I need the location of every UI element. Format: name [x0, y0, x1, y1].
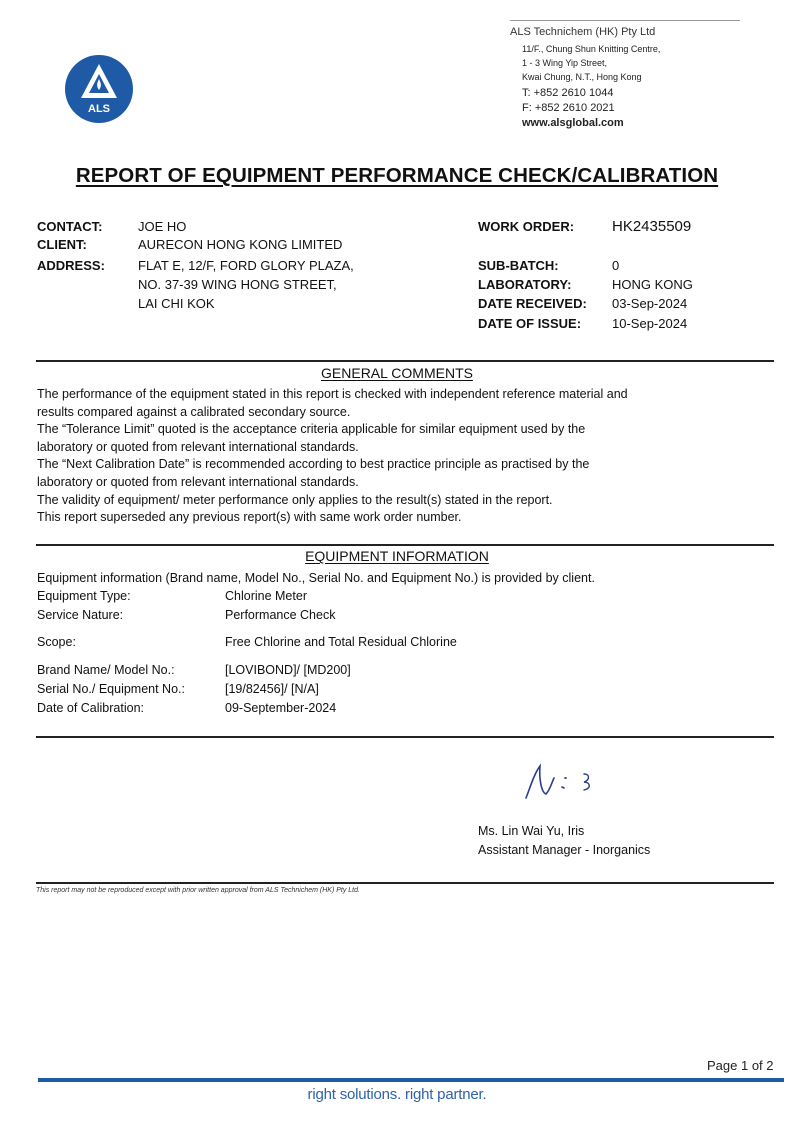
address-line: NO. 37-39 WING HONG STREET,	[138, 277, 337, 292]
serial-equipment-label: Serial No./ Equipment No.:	[37, 682, 185, 696]
sub-batch-value: 0	[612, 258, 620, 273]
general-comments-heading: GENERAL COMMENTS	[321, 365, 473, 381]
comment-line: The validity of equipment/ meter performance only applies to the result(s) stated in the report.	[37, 492, 553, 507]
company-name: ALS Technichem (HK) Pty Ltd	[510, 26, 656, 38]
contact-label: CONTACT:	[37, 219, 103, 234]
equipment-type-value: Chlorine Meter	[225, 589, 307, 603]
calibration-date-value: 09-September-2024	[225, 701, 337, 715]
date-received-label: DATE RECEIVED:	[478, 296, 587, 311]
page-number: Page 1 of 2	[707, 1058, 774, 1073]
company-fax: F: +852 2610 2021	[522, 102, 615, 114]
report-title: REPORT OF EQUIPMENT PERFORMANCE CHECK/CALIBRATION	[75, 164, 719, 187]
work-order-label: WORK ORDER:	[478, 219, 575, 234]
date-of-issue-label: DATE OF ISSUE:	[478, 316, 582, 331]
tagline: right solutions. right partner.	[307, 1086, 487, 1103]
date-received-value: 03-Sep-2024	[612, 296, 688, 311]
service-nature-value: Performance Check	[225, 608, 336, 622]
comment-line: results compared against a calibrated secondary source.	[37, 404, 351, 419]
footer-bar	[38, 1078, 784, 1082]
service-nature-label: Service Nature:	[37, 608, 124, 622]
signatory-name: Ms. Lin Wai Yu, Iris	[478, 824, 585, 838]
comment-line: laboratory or quoted from relevant international standards.	[37, 474, 359, 489]
equipment-intro: Equipment information (Brand name, Model No., Serial No. and Equipment No.) is provided by client.	[37, 571, 595, 585]
general-comments-text	[37, 386, 757, 527]
serial-equipment-value: [19/82456]/ [N/A]	[225, 682, 319, 696]
company-phone: T: +852 2610 1044	[522, 87, 614, 99]
brand-model-value: [LOVIBOND]/ [MD200]	[225, 663, 351, 677]
address-label: ADDRESS:	[37, 258, 105, 273]
section-divider	[36, 544, 774, 546]
equipment-info-heading: EQUIPMENT INFORMATION	[305, 548, 489, 564]
brand-model-label: Brand Name/ Model No.:	[37, 663, 175, 677]
section-divider	[36, 360, 774, 362]
section-divider	[36, 882, 774, 884]
laboratory-label: LABORATORY:	[478, 277, 572, 292]
work-order-value: HK2435509	[612, 218, 692, 235]
scope-value: Free Chlorine and Total Residual Chlorine	[225, 635, 457, 649]
company-address-line: 11/F., Chung Shun Knitting Centre,	[522, 44, 661, 54]
calibration-date-label: Date of Calibration:	[37, 701, 145, 715]
company-address-line: Kwai Chung, N.T., Hong Kong	[522, 72, 642, 82]
company-website: www.alsglobal.com	[522, 117, 624, 129]
address-line: FLAT E, 12/F, FORD GLORY PLAZA,	[138, 258, 354, 273]
comment-line: The “Next Calibration Date” is recommended according to best practice principle as practised by the	[37, 457, 590, 472]
logo-text: ALS	[88, 103, 110, 115]
equipment-type-label: Equipment Type:	[37, 589, 131, 603]
contact-value: JOE HO	[138, 219, 187, 234]
disclaimer-text: This report may not be reproduced except with prior written approval from ALS Technichem (HK) Pty Ltd.	[36, 887, 360, 894]
client-label: CLIENT:	[37, 237, 87, 252]
comment-line: The “Tolerance Limit” quoted is the acceptance criteria applicable for similar equipment used by the	[37, 422, 586, 437]
handwritten-signature	[520, 760, 600, 804]
section-divider	[36, 736, 774, 738]
signatory-title: Assistant Manager - Inorganics	[478, 843, 651, 857]
comment-line: laboratory or quoted from relevant international standards.	[37, 439, 359, 454]
comment-line: This report superseded any previous report(s) with same work order number.	[37, 510, 462, 525]
address-line: LAI CHI KOK	[138, 296, 215, 311]
company-address-line: 1 - 3 Wing Yip Street,	[522, 58, 608, 68]
als-logo	[65, 55, 133, 123]
date-of-issue-value: 10-Sep-2024	[612, 316, 688, 331]
comment-line: The performance of the equipment stated in this report is checked with independent reference material and	[37, 387, 628, 401]
scope-label: Scope:	[37, 635, 76, 649]
laboratory-value: HONG KONG	[612, 277, 693, 292]
sub-batch-label: SUB-BATCH:	[478, 258, 559, 273]
client-value: AURECON HONG KONG LIMITED	[138, 237, 343, 252]
company-rule	[510, 20, 740, 21]
